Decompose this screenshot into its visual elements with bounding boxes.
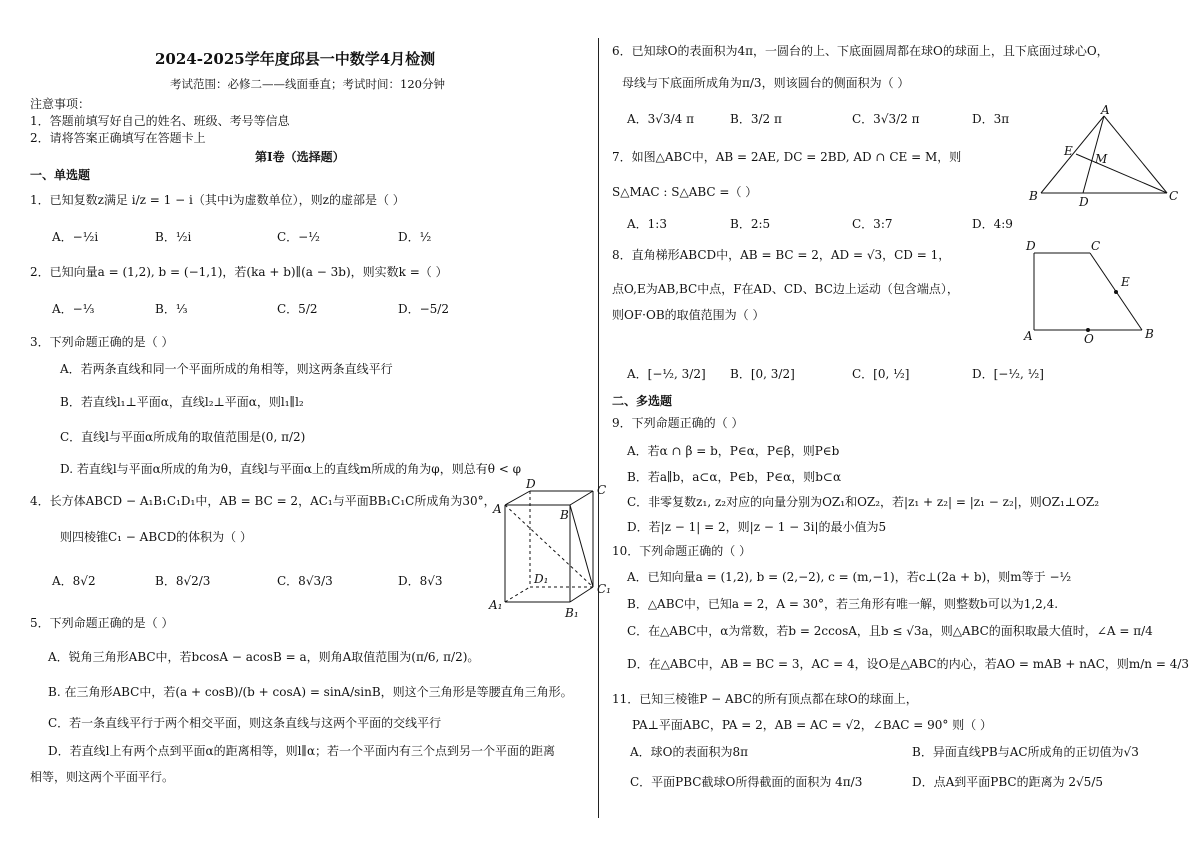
q7-option-b[interactable]: B．2:5	[730, 217, 771, 231]
question-6-stem: 6．已知球O的表面积为4π，一圆台的上、下底面圆周都在球O的球面上，且下底面过球心O，	[612, 44, 1109, 58]
label-C: C	[1169, 189, 1179, 203]
label-D: D	[1026, 239, 1036, 253]
question-7-stem-line2: S△MAC : S△ABC =（ ）	[612, 185, 758, 199]
question-11-stem-line2: PA⊥平面ABC，PA = 2，AB = AC = √2，∠BAC = 90° 则（ ）	[632, 718, 993, 732]
note-item: 2．请将答案正确填写在答题卡上	[30, 131, 206, 145]
q6-option-b[interactable]: B．3/2 π	[730, 112, 782, 126]
q7-option-a[interactable]: A．1:3	[627, 217, 667, 231]
question-6-stem-line2: 母线与下底面所成角为π/3，则该圆台的侧面积为（ ）	[622, 76, 910, 90]
q3-option-b[interactable]: B．若直线l₁⊥平面α，直线l₂⊥平面α，则l₁∥l₂	[60, 395, 304, 409]
label-B: B	[1145, 327, 1154, 341]
q11-option-d[interactable]: D．点A到平面PBC的距离为 2√5/5	[912, 775, 1103, 789]
question-2-stem: 2．已知向量a = (1,2), b = (−1,1)，若(ka + b)∥(a − 3b)，则实数k =（ ）	[30, 265, 448, 279]
q4-option-c[interactable]: C．8√3/3	[277, 574, 333, 588]
label-A: A	[1024, 329, 1033, 343]
q6-option-c[interactable]: C．3√3/2 π	[852, 112, 920, 126]
q5-option-d[interactable]: D．若直线l上有两个点到平面α的距离相等，则l∥α；若一个平面内有三个点到另一个平面的距离	[48, 744, 556, 758]
exam-scope: 考试范围：必修二——线面垂直；考试时间：120分钟	[170, 77, 445, 91]
volume-heading: 第I卷（选择题）	[255, 150, 345, 164]
label-C: C	[1091, 239, 1101, 253]
question-4-stem-line2: 则四棱锥C₁ − ABCD的体积为（ ）	[60, 530, 253, 544]
q11-option-b[interactable]: B．异面直线PB与AC所成角的正切值为√3	[912, 745, 1139, 759]
question-5-stem: 5．下列命题正确的是（ ）	[30, 616, 174, 630]
cuboid-figure	[485, 477, 611, 620]
q4-option-a[interactable]: A．8√2	[52, 574, 96, 588]
q3-option-a[interactable]: A．若两条直线和同一个平面所成的角相等，则这两条直线平行	[60, 362, 393, 376]
question-11-stem: 11．已知三棱锥P − ABC的所有顶点都在球O的球面上，	[612, 692, 918, 706]
question-8-stem-line3: 则OF·OB的取值范围为（ ）	[612, 308, 765, 322]
q2-option-a[interactable]: A．−⅓	[52, 302, 95, 316]
label-B1: B₁	[565, 606, 579, 620]
question-9-stem: 9．下列命题正确的（ ）	[612, 416, 744, 430]
q9-option-d[interactable]: D．若|z − 1| = 2，则|z − 1 − 3i|的最小值为5	[627, 520, 887, 534]
q1-option-c[interactable]: C．−½	[277, 230, 320, 244]
q8-option-d[interactable]: D．[−½, ½]	[972, 367, 1044, 381]
q1-option-b[interactable]: B．½i	[155, 230, 192, 244]
q7-option-c[interactable]: C．3:7	[852, 217, 893, 231]
q10-option-d[interactable]: D．在△ABC中，AB = BC = 3，AC = 4，设O是△ABC的内心，若AO = mAB + nAC，则m/n = 4/3	[627, 657, 1190, 671]
q6-option-a[interactable]: A．3√3/4 π	[627, 112, 694, 126]
label-A1: A₁	[489, 598, 503, 612]
question-8-stem-line2: 点O,E为AB,BC中点，F在AD、CD、BC边上运动（包含端点），	[612, 282, 959, 296]
q2-option-d[interactable]: D．−5/2	[398, 302, 449, 316]
q5-option-c[interactable]: C．若一条直线平行于两个相交平面，则这条直线与这两个平面的交线平行	[48, 716, 442, 730]
q11-option-a[interactable]: A．球O的表面积为8π	[630, 745, 749, 759]
q10-option-c[interactable]: C．在△ABC中，α为常数，若b = 2ccosA，且b ≤ √3a，则△ABC的面积取最大值时，∠A = π/4	[627, 624, 1153, 638]
notes-heading: 注意事项：	[30, 97, 91, 111]
q10-option-b[interactable]: B．△ABC中，已知a = 2，A = 30°，若三角形有唯一解，则整数b可以为1,2,4.	[627, 597, 1059, 611]
question-3-stem: 3．下列命题正确的是（ ）	[30, 335, 174, 349]
q5-option-a[interactable]: A．锐角三角形ABC中，若bcosA − acosB = a，则角A取值范围为(π/6, π/2)。	[48, 650, 480, 664]
q11-option-c[interactable]: C．平面PBC截球O所得截面的面积为 4π/3	[630, 775, 863, 789]
q9-option-b[interactable]: B．若a∥b，a⊂α，P∈b，P∈α，则b⊂α	[627, 470, 842, 484]
q3-option-c[interactable]: C．直线l与平面α所成角的取值范围是(0, π/2)	[60, 430, 306, 444]
label-C1: C₁	[597, 582, 611, 596]
q8-option-a[interactable]: A．[−½, 3/2]	[627, 367, 706, 381]
section-heading: 一、单选题	[30, 168, 91, 182]
note-item: 1．答题前填写好自己的姓名、班级、考号等信息	[30, 114, 290, 128]
q6-option-d[interactable]: D．3π	[972, 112, 1010, 126]
triangle-figure	[1029, 103, 1179, 209]
question-4-stem: 4．长方体ABCD − A₁B₁C₁D₁中，AB = BC = 2，AC₁与平面BB₁C₁C所成角为30°，	[30, 494, 496, 508]
question-7-stem: 7．如图△ABC中，AB = 2AE, DC = 2BD, AD ∩ CE = M，则	[612, 150, 962, 164]
label-B: B	[560, 508, 569, 522]
q9-option-c[interactable]: C．非零复数z₁, z₂对应的向量分别为OZ₁和OZ₂，若|z₁ + z₂| = |z₁ − z₂|，则OZ₁⊥OZ₂	[627, 495, 1100, 509]
q5-option-d-cont: 相等，则这两个平面平行。	[30, 770, 175, 784]
q3-option-d[interactable]: D. 若直线l与平面α所成的角为θ，直线l与平面α上的直线m所成的角为φ，则总有θ < φ	[60, 462, 522, 476]
question-8-stem: 8．直角梯形ABCD中，AB = BC = 2，AD = √3，CD = 1，	[612, 248, 951, 262]
q1-option-a[interactable]: A．−½i	[52, 230, 99, 244]
q9-option-a[interactable]: A．若α ∩ β = b，P∈α，P∈β，则P∈b	[627, 444, 840, 458]
label-A: A	[1101, 103, 1110, 117]
label-D: D	[526, 477, 536, 491]
page-title: 2024-2025学年度邱县一中数学4月检测	[155, 50, 436, 68]
q10-option-a[interactable]: A．已知向量a = (1,2), b = (2,−2), c = (m,−1)，若c⊥(2a + b)，则m等于 −½	[627, 570, 1072, 584]
label-E: E	[1064, 144, 1073, 158]
column-divider	[598, 38, 599, 818]
q7-option-d[interactable]: D．4:9	[972, 217, 1013, 231]
label-C: C	[597, 483, 607, 497]
q8-option-c[interactable]: C．[0, ½]	[852, 367, 910, 381]
label-D: D	[1079, 195, 1089, 209]
label-A: A	[493, 502, 502, 516]
q1-option-d[interactable]: D．½	[398, 230, 432, 244]
q2-option-b[interactable]: B．⅓	[155, 302, 188, 316]
label-B: B	[1029, 189, 1038, 203]
q5-option-b[interactable]: B. 在三角形ABC中，若(a + cosB)/(b + cosA) = sinA/sinB，则这个三角形是等腰直角三角形。	[48, 685, 573, 699]
label-E: E	[1121, 275, 1130, 289]
trapezoid-figure	[1022, 238, 1172, 346]
label-O: O	[1084, 332, 1094, 346]
q4-option-b[interactable]: B．8√2/3	[155, 574, 211, 588]
label-M: M	[1095, 152, 1108, 166]
q4-option-d[interactable]: D．8√3	[398, 574, 443, 588]
q8-option-b[interactable]: B．[0, 3/2]	[730, 367, 795, 381]
question-10-stem: 10．下列命题正确的（ ）	[612, 544, 752, 558]
section-heading: 二、多选题	[612, 394, 673, 408]
label-D1: D₁	[534, 572, 549, 586]
question-1-stem: 1．已知复数z满足 i/z = 1 − i（其中i为虚数单位），则z的虚部是（ ）	[30, 193, 405, 207]
left-column	[30, 0, 611, 847]
q2-option-c[interactable]: C．5/2	[277, 302, 318, 316]
right-column	[612, 0, 1190, 847]
